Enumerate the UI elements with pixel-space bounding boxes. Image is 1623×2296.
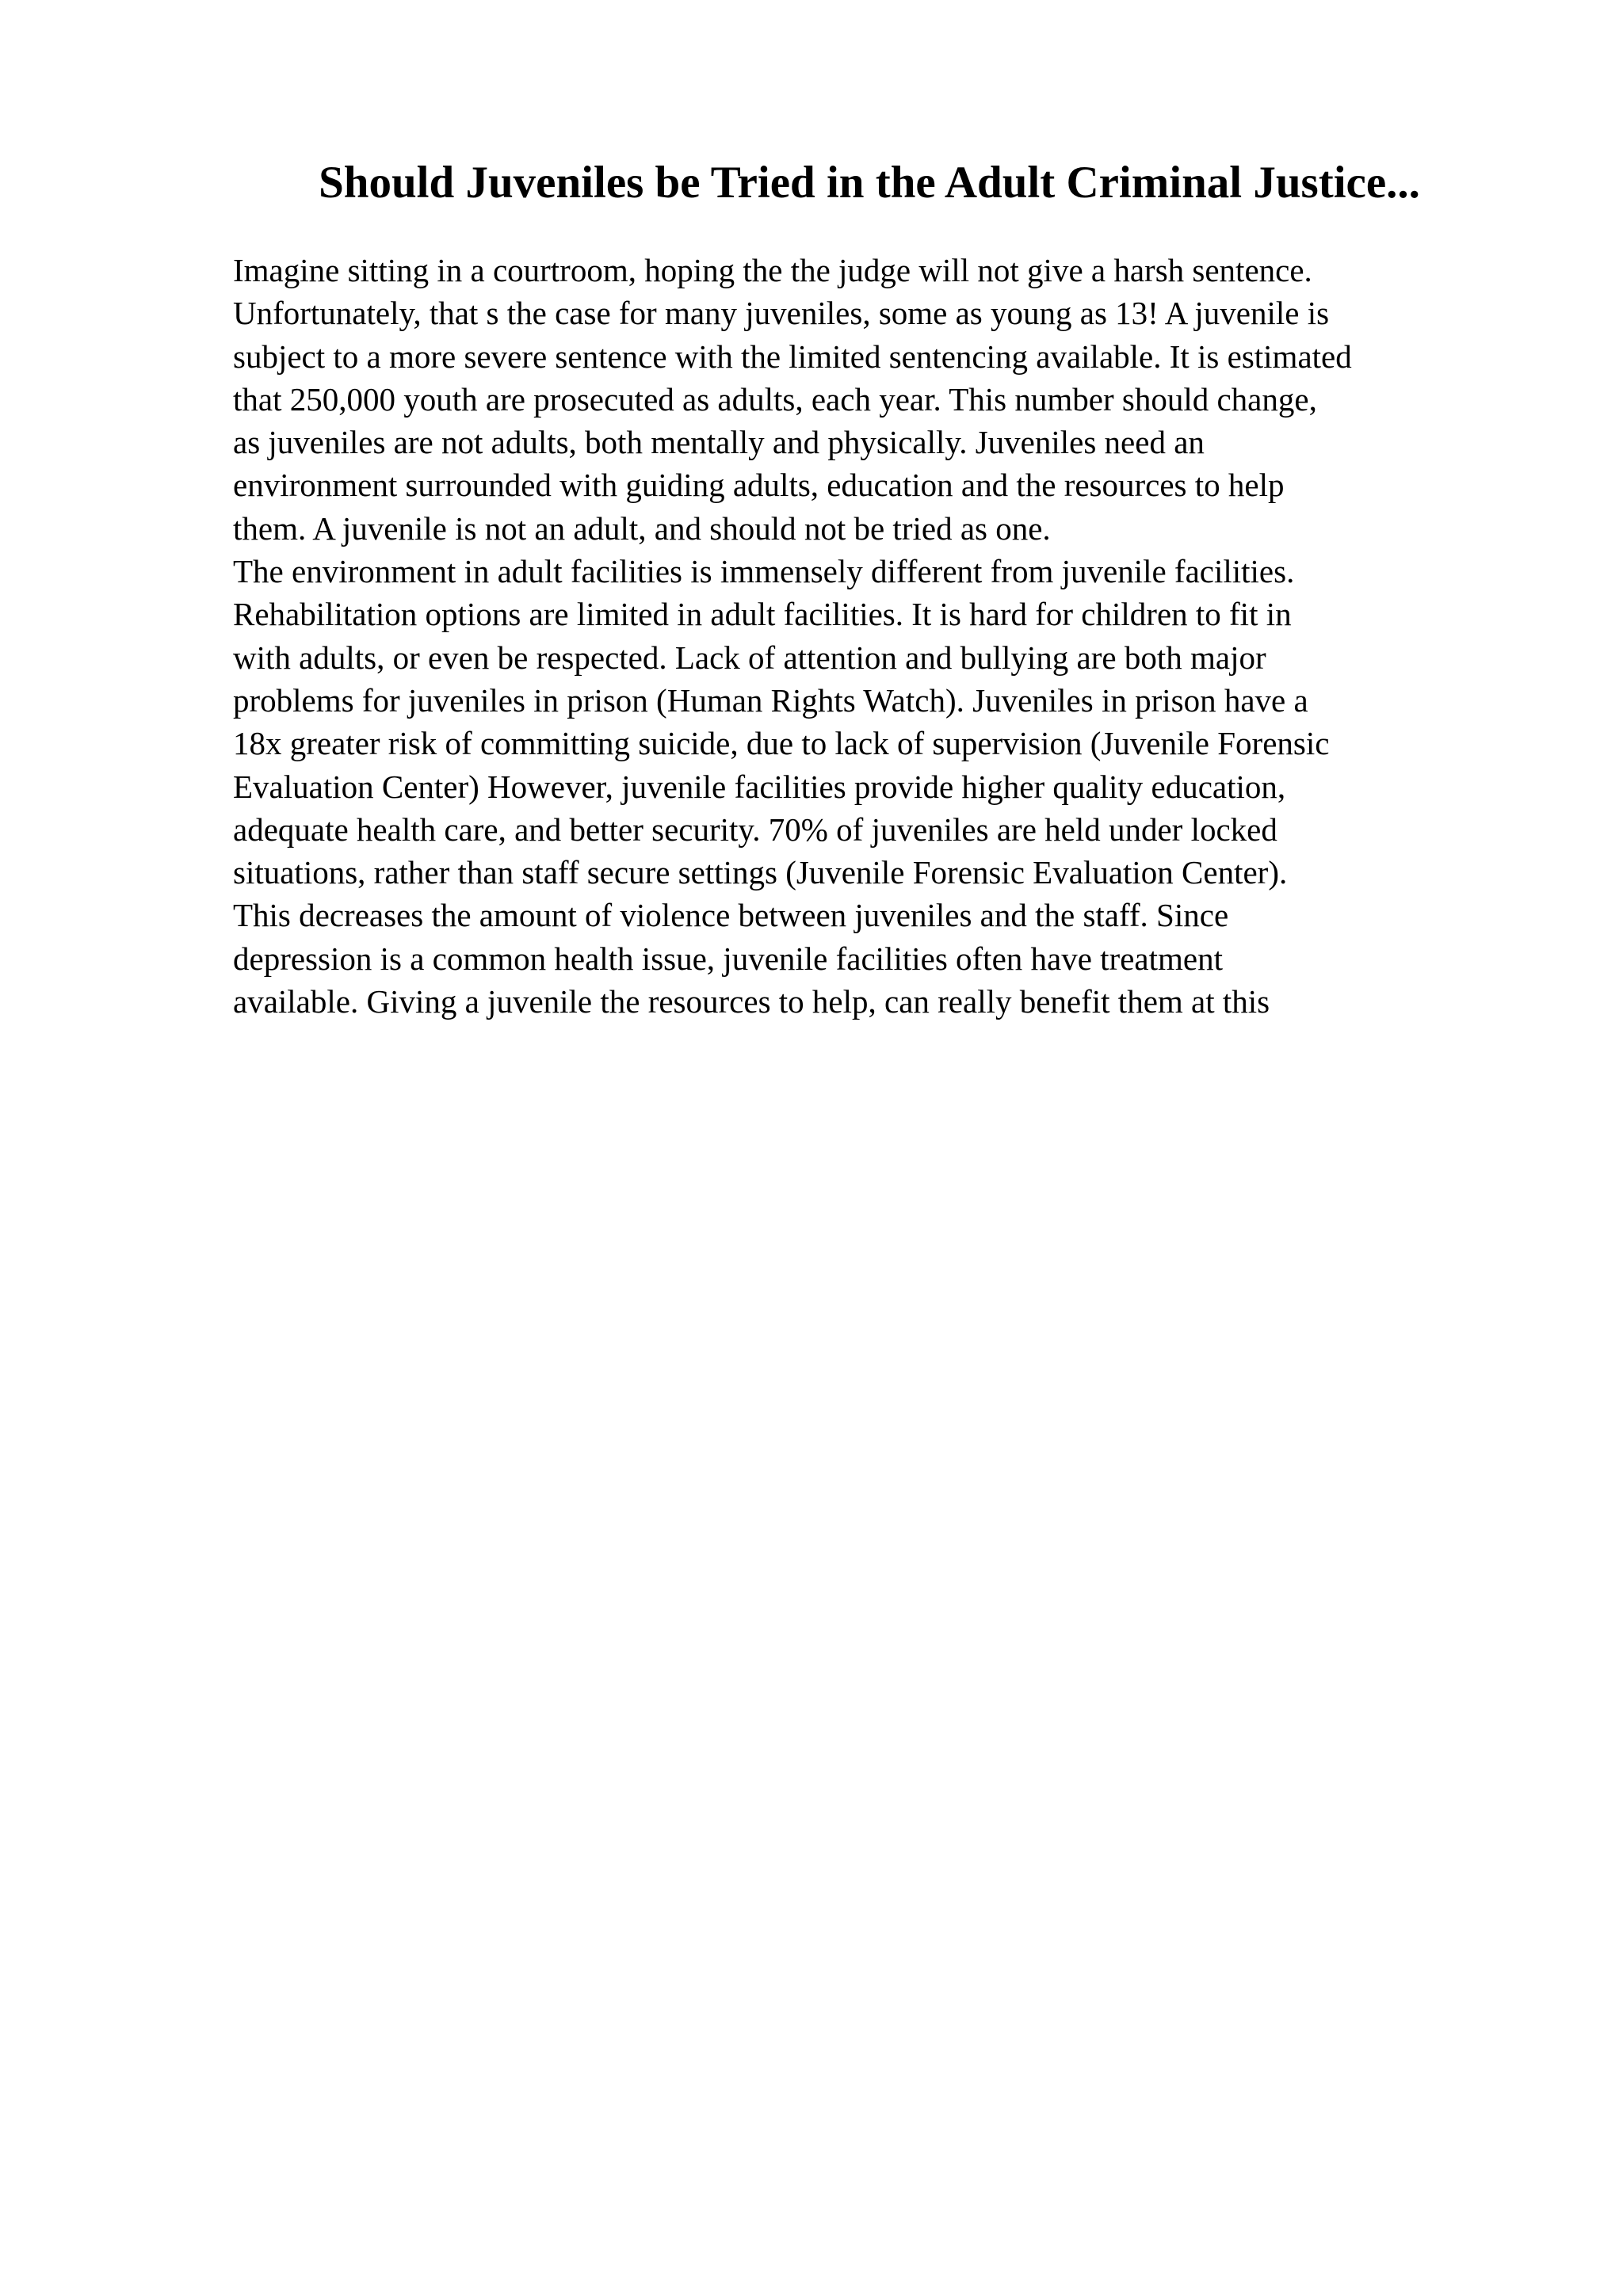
body-line: Imagine sitting in a courtroom, hoping the the judge will not give a harsh sentence. — [233, 252, 1312, 288]
body-line: 18x greater risk of committing suicide, due to lack of supervision (Juvenile Forensic — [233, 725, 1330, 762]
body-line: as juveniles are not adults, both mentally and physically. Juveniles need an — [233, 424, 1205, 461]
body-line: depression is a common health issue, juvenile facilities often have treatment — [233, 940, 1223, 977]
body-line: them. A juvenile is not an adult, and should not be tried as one. — [233, 509, 1051, 547]
body-line: adequate health care, and better security. 70% of juveniles are held under locked — [233, 810, 1277, 848]
body-line: problems for juveniles in prison (Human Rights Watch). Juveniles in prison have a — [233, 681, 1308, 719]
body-line: The environment in adult facilities is immensely different from juvenile facilities. — [233, 553, 1295, 590]
document-body — [233, 249, 1564, 1023]
body-line: Evaluation Center) However, juvenile facilities provide higher quality education, — [233, 768, 1286, 805]
body-line: that 250,000 youth are prosecuted as adults, each year. This number should change, — [233, 380, 1317, 418]
document-title: Should Juveniles be Tried in the Adult Criminal Justice... — [319, 158, 1420, 208]
body-line: situations, rather than staff secure settings (Juvenile Forensic Evaluation Center). — [233, 854, 1288, 891]
body-line: This decreases the amount of violence between juveniles and the staff. Since — [233, 897, 1229, 934]
body-line: subject to a more severe sentence with the limited sentencing available. It is estimated — [233, 338, 1352, 375]
body-line: Unfortunately, that s the case for many juveniles, some as young as 13! A juvenile is — [233, 295, 1330, 332]
body-line: Rehabilitation options are limited in adult facilities. It is hard for children to fit in — [233, 596, 1292, 633]
body-line: available. Giving a juvenile the resources to help, can really benefit them at this — [233, 983, 1270, 1020]
body-line: environment surrounded with guiding adults, education and the resources to help — [233, 467, 1285, 504]
body-line: with adults, or even be respected. Lack of attention and bullying are both major — [233, 639, 1266, 676]
